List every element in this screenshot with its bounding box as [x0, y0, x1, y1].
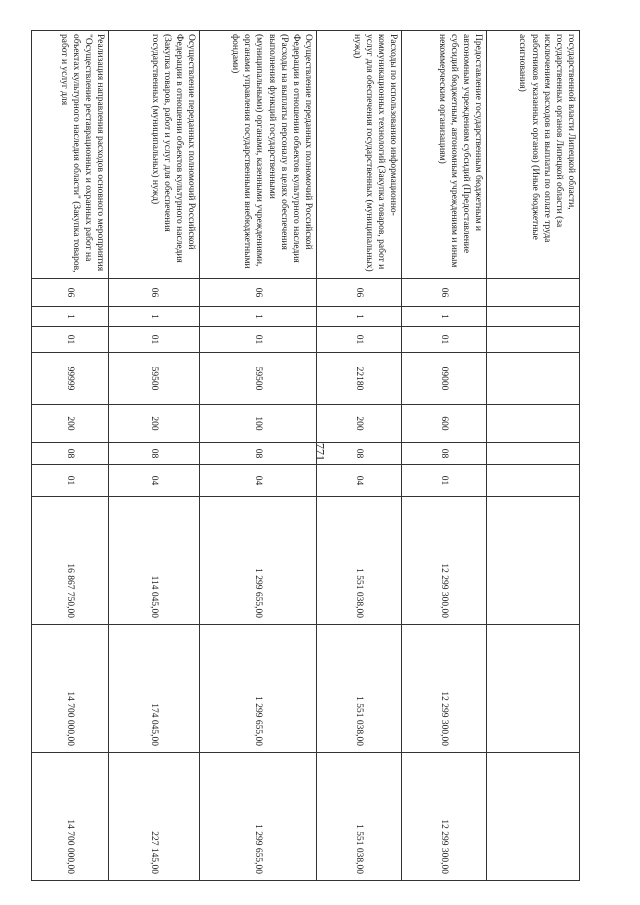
code-cell: 1	[32, 307, 109, 327]
page-number: 771	[313, 443, 328, 461]
code-cell: 200	[317, 405, 402, 443]
code-cell: 01	[32, 327, 109, 353]
code-cell: 99999	[32, 353, 109, 405]
table-row	[32, 31, 109, 881]
table-row	[402, 31, 487, 881]
code-cell	[487, 353, 580, 405]
code-cell: 08	[200, 443, 317, 465]
code-cell	[487, 279, 580, 307]
amount-cell: 227 145,00	[109, 753, 200, 881]
budget-table-rotated	[58, 30, 580, 880]
amount-cell: 1 551 038,00	[317, 625, 402, 753]
code-cell: 09000	[402, 353, 487, 405]
code-cell: 200	[109, 405, 200, 443]
code-cell: 01	[32, 465, 109, 497]
code-cell: 1	[402, 307, 487, 327]
code-cell: 1	[109, 307, 200, 327]
description-cell: Реализация направления расходов основного мероприятия "Осуществление реставрационных и охранных работ на объектах культурного наследия области" (Закупка товаров, работ и услуг для	[32, 31, 109, 279]
code-cell: 200	[32, 405, 109, 443]
code-cell: 06	[317, 279, 402, 307]
code-cell: 01	[317, 327, 402, 353]
description-cell: Расходы по использованию информационно-коммуникационных технологий (Закупка товаров, работ и услуг для обеспечения государственных (муниципальных) нужд)	[317, 31, 402, 279]
code-cell: 04	[109, 465, 200, 497]
code-cell: 22180	[317, 353, 402, 405]
amount-cell	[487, 753, 580, 881]
table-row	[109, 31, 200, 881]
amount-cell: 1 299 655,00	[200, 497, 317, 625]
code-cell: 59500	[109, 353, 200, 405]
budget-table	[31, 30, 580, 881]
code-cell: 04	[200, 465, 317, 497]
code-cell: 01	[402, 465, 487, 497]
code-cell: 1	[200, 307, 317, 327]
code-cell: 06	[32, 279, 109, 307]
description-cell: государственной власти Липецкой области, государственных органов Липецкой области (за исключением расходов на выплаты по оплате труда работников указанных органов) (Иные бюджетные ассигнования)	[487, 31, 580, 279]
code-cell	[487, 443, 580, 465]
code-cell: 08	[109, 443, 200, 465]
table-row	[317, 31, 402, 881]
table-row	[487, 31, 580, 881]
amount-cell: 1 299 655,00	[200, 753, 317, 881]
amount-cell: 1 551 038,00	[317, 753, 402, 881]
amount-cell: 14 700 000,00	[32, 625, 109, 753]
code-cell: 100	[200, 405, 317, 443]
amount-cell: 12 299 300,00	[402, 753, 487, 881]
amount-cell: 14 700 000,00	[32, 753, 109, 881]
amount-cell: 114 045,00	[109, 497, 200, 625]
code-cell: 06	[200, 279, 317, 307]
amount-cell: 1 551 038,00	[317, 497, 402, 625]
code-cell: 01	[402, 327, 487, 353]
code-cell	[487, 405, 580, 443]
code-cell: 06	[109, 279, 200, 307]
code-cell: 01	[200, 327, 317, 353]
code-cell: 1	[317, 307, 402, 327]
amount-cell: 16 867 750,00	[32, 497, 109, 625]
code-cell: 01	[109, 327, 200, 353]
code-cell	[487, 327, 580, 353]
description-cell: Осуществление переданных полномочий Российской Федерации в отношении объектов культурного наследия (Расходы на выплаты персоналу в целях обеспечения выполнения функций государственными (муниципальными) органами, казенными учреждениями, органами управления государственными внебюджетными фондами)	[200, 31, 317, 279]
table-row	[200, 31, 317, 881]
amount-cell	[487, 625, 580, 753]
amount-cell: 1 299 655,00	[200, 625, 317, 753]
code-cell: 08	[32, 443, 109, 465]
code-cell: 08	[402, 443, 487, 465]
code-cell	[487, 465, 580, 497]
code-cell: 08	[317, 443, 402, 465]
code-cell: 600	[402, 405, 487, 443]
code-cell: 04	[317, 465, 402, 497]
code-cell: 06	[402, 279, 487, 307]
description-cell: Предоставление государственным бюджетным и автономным учреждениям субсидий (Предоставление субсидий бюджетным, автономным учреждениям и иным некоммерческим организациям)	[402, 31, 487, 279]
amount-cell: 12 299 300,00	[402, 625, 487, 753]
code-cell	[487, 307, 580, 327]
amount-cell	[487, 497, 580, 625]
amount-cell: 174 045,00	[109, 625, 200, 753]
code-cell: 59500	[200, 353, 317, 405]
description-cell: Осуществление переданных полномочий Российской Федерации в отношении объектов культурного наследия (Закупка товаров, работ и услуг для обеспечения государственных (муниципальных) нужд)	[109, 31, 200, 279]
amount-cell: 12 299 300,00	[402, 497, 487, 625]
